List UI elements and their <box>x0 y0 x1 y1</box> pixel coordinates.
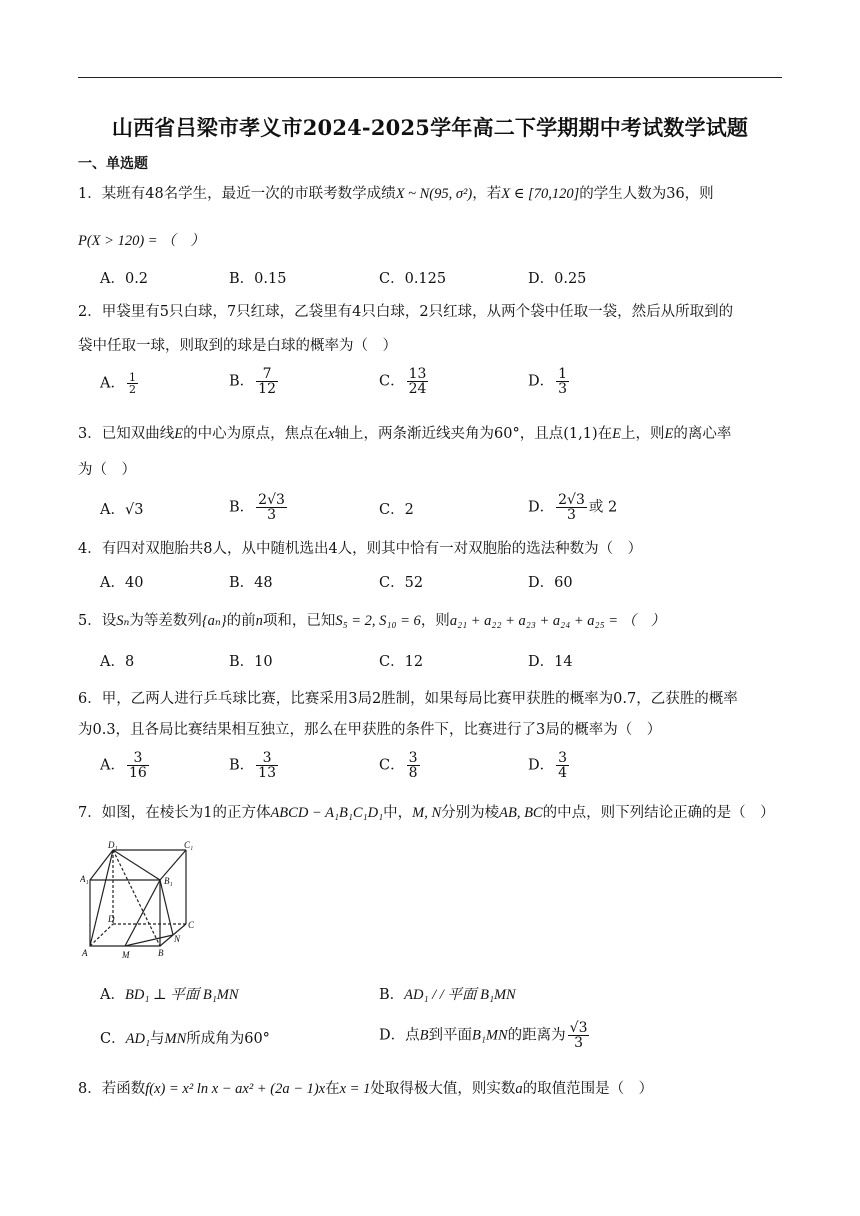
denominator: 13 <box>258 765 276 781</box>
header-rule <box>78 77 782 78</box>
q5-var-an: {aₙ} <box>201 613 227 629</box>
q7-option-d-label: D．点 <box>379 1027 420 1044</box>
question-1-line-1 <box>78 183 784 205</box>
q4-option-c[interactable]: C．52 <box>379 575 424 591</box>
q7-option-d[interactable] <box>379 1021 591 1050</box>
question-2-line-2: 袋中任取一球，则取到的球是白球的概率为（ ） <box>78 338 397 354</box>
numerator: 3 <box>408 750 418 766</box>
q5-text-e: ，则 <box>420 613 450 629</box>
q2-option-d-label: D． <box>528 373 555 390</box>
q3-option-b-label: B． <box>229 499 255 516</box>
q3-option-d-label: D． <box>528 499 555 516</box>
q6-option-c-fraction <box>407 751 420 780</box>
q7-option-b[interactable] <box>379 984 516 1006</box>
numerator: 3 <box>127 751 149 766</box>
q6-option-b-fraction <box>256 751 278 780</box>
q1-option-a[interactable]: A．0.2 <box>100 271 149 287</box>
q7-text-b: 中， <box>383 805 413 821</box>
q7-option-c[interactable] <box>100 1028 270 1050</box>
q7-option-d-fraction <box>568 1021 590 1050</box>
q5-text-c: 的前 <box>226 613 256 629</box>
denominator: 3 <box>567 507 576 523</box>
numerator: 13 <box>408 366 427 382</box>
q5-option-c[interactable]: C．12 <box>379 654 424 670</box>
q7-option-c-line: AD₁ <box>125 1031 150 1047</box>
q3-option-c-label: C． <box>379 502 405 518</box>
q3-option-d-fraction <box>556 493 587 522</box>
label-m: M <box>122 950 130 960</box>
question-6-line-1: 6．甲，乙两人进行乒乓球比赛，比赛采用3局2胜制，如果每局比赛甲获胜的概率为0.7，乙获胜的概率 <box>78 691 738 707</box>
q3-option-d[interactable] <box>528 493 617 522</box>
numerator: 7 <box>256 367 278 382</box>
q7-option-d-plane: B₁MN <box>472 1027 508 1044</box>
question-5-line-1 <box>78 610 784 632</box>
numerator: 3 <box>558 750 568 766</box>
q7-edges: AB, BC <box>499 805 543 821</box>
q3-option-b[interactable] <box>229 493 289 522</box>
q6-option-b[interactable] <box>229 751 280 780</box>
q6-option-b-label: B． <box>229 757 255 774</box>
q2-option-c-fraction <box>407 367 429 396</box>
q7-option-a-value: BD₁ ⊥ 平面 B₁MN <box>124 987 239 1003</box>
q5-given: S₅ = 2, S₁₀ = 6 <box>335 613 421 629</box>
q5-text-d: 项和，已知 <box>262 613 336 629</box>
question-3-line-2: 为（ ） <box>78 462 136 478</box>
denominator: 3 <box>267 507 276 523</box>
q8-text-d: 的取值范围是（ ） <box>522 1081 654 1097</box>
page-title: 山西省吕梁市孝义市2024-2025学年高二下学期期中考试数学试题 <box>111 115 749 140</box>
label-a: A <box>82 948 88 958</box>
q5-text-a: 5．设 <box>78 613 117 629</box>
q7-option-c-text: 与 <box>149 1031 165 1047</box>
label-b1: B₁ <box>164 876 173 886</box>
q8-text-a: 8．若函数 <box>78 1081 146 1097</box>
q7-option-c-line2: MN <box>164 1031 187 1047</box>
q3-option-c-value: 2 <box>404 502 414 518</box>
q7-option-a[interactable] <box>100 984 239 1006</box>
q4-option-b[interactable]: B．48 <box>229 575 273 591</box>
q7-points-mn: M, N <box>412 805 442 821</box>
q5-var-sn: Sₙ <box>116 613 130 629</box>
q4-option-d[interactable]: D．60 <box>528 575 573 591</box>
label-d: D <box>108 914 115 924</box>
numerator: 2√3 <box>558 492 585 508</box>
numerator: √3 <box>569 1020 588 1036</box>
question-8-line-1 <box>78 1078 784 1100</box>
denominator: 4 <box>558 765 568 781</box>
q8-condition: x = 1 <box>339 1081 371 1097</box>
q1-text-c: 的学生人数为36，则 <box>579 186 714 202</box>
q3-option-a-label: A． <box>100 502 125 518</box>
cube-figure <box>80 838 200 968</box>
numerator: 1 <box>128 371 136 384</box>
q1-option-c[interactable]: C．0.125 <box>379 271 447 287</box>
label-b: B <box>158 948 164 958</box>
question-4-line-1: 4．有四对双胞胎共8人，从中随机选出4人，则其中恰有一对双胞胎的选法种数为（ ） <box>78 541 643 557</box>
q1-option-d[interactable]: D．0.25 <box>528 271 587 287</box>
q6-option-a-fraction <box>127 751 149 780</box>
question-3-line-1 <box>78 423 784 445</box>
q3-option-c[interactable] <box>379 499 414 521</box>
q3-text-d: 上，则 <box>620 426 665 442</box>
q3-var-x: x <box>328 426 335 442</box>
denominator: 2 <box>128 383 136 396</box>
q3-text-e: 的离心率 <box>673 426 732 442</box>
question-2-line-1: 2．甲袋里有5只白球，7只红球，乙袋里有4只白球，2只红球，从两个袋中任取一袋，然后从所取到的 <box>78 304 734 320</box>
q5-option-d[interactable]: D．14 <box>528 654 573 670</box>
denominator: 12 <box>258 381 276 397</box>
q1-text-b: ，若 <box>472 186 502 202</box>
q2-option-b[interactable] <box>229 367 280 396</box>
q2-option-c[interactable] <box>379 367 430 396</box>
q7-text-c: 分别为棱 <box>441 805 500 821</box>
label-n: N <box>174 934 181 944</box>
question-7-line-1 <box>78 802 784 824</box>
label-d1: D₁ <box>108 840 118 850</box>
q8-text-b: 在 <box>325 1081 340 1097</box>
q7-option-d-point: B <box>419 1027 429 1044</box>
q6-option-d[interactable] <box>528 751 571 780</box>
numerator: 3 <box>256 751 278 766</box>
q2-option-b-label: B． <box>229 373 255 390</box>
section-heading: 一、单选题 <box>78 156 148 172</box>
question-6-line-2: 为0.3，且各局比赛结果相互独立，那么在甲获胜的条件下，比赛进行了3局的概率为（ ） <box>78 722 662 738</box>
q7-option-c-label: C． <box>100 1031 126 1047</box>
q2-option-a[interactable] <box>100 372 140 395</box>
denominator: 3 <box>574 1035 584 1051</box>
q6-option-d-label: D． <box>528 757 555 774</box>
q5-option-b[interactable]: B．10 <box>229 654 273 670</box>
denominator: 24 <box>408 381 427 397</box>
q6-option-c-label: C． <box>379 757 405 774</box>
q3-text-b: 的中心为原点，焦点在 <box>183 426 329 442</box>
q2-option-d[interactable] <box>528 367 571 396</box>
q1-option-b[interactable]: B．0.15 <box>229 271 287 287</box>
numerator: 1 <box>558 366 568 382</box>
q5-option-a[interactable]: A．8 <box>100 654 135 670</box>
label-c1: C₁ <box>184 840 194 850</box>
q3-var-e-3: E <box>664 426 674 442</box>
q3-text-a: 3．已知双曲线 <box>78 426 175 442</box>
q5-text-b: 为等差数列 <box>129 613 202 629</box>
q3-option-a-value: √3 <box>124 502 144 518</box>
q1-probability: P(X > 120) = （ ） <box>78 233 205 249</box>
q6-option-a[interactable] <box>100 751 151 780</box>
q3-var-e: E <box>174 426 184 442</box>
q8-var-a: a <box>515 1081 523 1097</box>
q1-math-distribution: X ~ N(95, σ²) <box>395 186 473 202</box>
q7-option-d-text: 到平面 <box>428 1027 472 1044</box>
q3-option-a[interactable] <box>100 499 143 521</box>
q7-option-c-angle: 所成角为60° <box>186 1031 270 1047</box>
q4-option-a[interactable]: A．40 <box>100 575 144 591</box>
question-1-line-2 <box>78 230 784 252</box>
q2-option-d-fraction <box>556 367 569 396</box>
q5-var-n: n <box>255 613 263 629</box>
q5-sum: a₂₁ + a₂₂ + a₂₃ + a₂₄ + a₂₅ = （ ） <box>449 613 666 629</box>
q1-math-interval: X ∈ [70,120] <box>501 186 580 202</box>
denominator: 8 <box>408 765 418 781</box>
q2-option-b-fraction <box>256 367 278 396</box>
q7-cube: ABCD − A₁B₁C₁D₁ <box>270 805 384 821</box>
denominator: 3 <box>558 381 568 397</box>
q2-option-c-label: C． <box>379 373 405 390</box>
q6-option-d-fraction <box>556 751 569 780</box>
numerator: 2√3 <box>258 492 285 508</box>
q7-option-d-text-2: 的距离为 <box>507 1027 566 1044</box>
denominator: 16 <box>128 765 147 781</box>
label-c: C <box>188 920 195 930</box>
q6-option-c[interactable] <box>379 751 422 780</box>
q2-option-a-label: A． <box>100 375 125 392</box>
q6-option-a-label: A． <box>100 757 125 774</box>
q2-option-a-fraction <box>127 372 138 395</box>
q7-option-b-value: AD₁ / / 平面 B₁MN <box>404 987 516 1003</box>
cube-diagram-svg <box>80 838 200 968</box>
q3-var-e-2: E <box>612 426 621 442</box>
q7-text-d: 的中点，则下列结论正确的是（ ） <box>542 805 775 821</box>
q8-text-c: 处取得极大值，则实数 <box>370 1081 516 1097</box>
q1-text-a: 1．某班有48名学生，最近一次的市联考数学成绩 <box>78 186 396 202</box>
q7-text-a: 7．如图，在棱长为1的正方体 <box>78 805 271 821</box>
q3-option-b-fraction <box>256 493 287 522</box>
label-a1: A₁ <box>80 874 89 884</box>
q3-option-d-suffix: 或 2 <box>588 499 618 516</box>
q3-text-c: 轴上，两条渐近线夹角为60°，且点(1,1)在 <box>334 426 613 442</box>
q8-function: f(x) = x² ln x − ax² + (2a − 1)x <box>145 1081 326 1097</box>
q7-option-b-label: B． <box>379 987 405 1003</box>
q7-option-a-label: A． <box>100 987 125 1003</box>
